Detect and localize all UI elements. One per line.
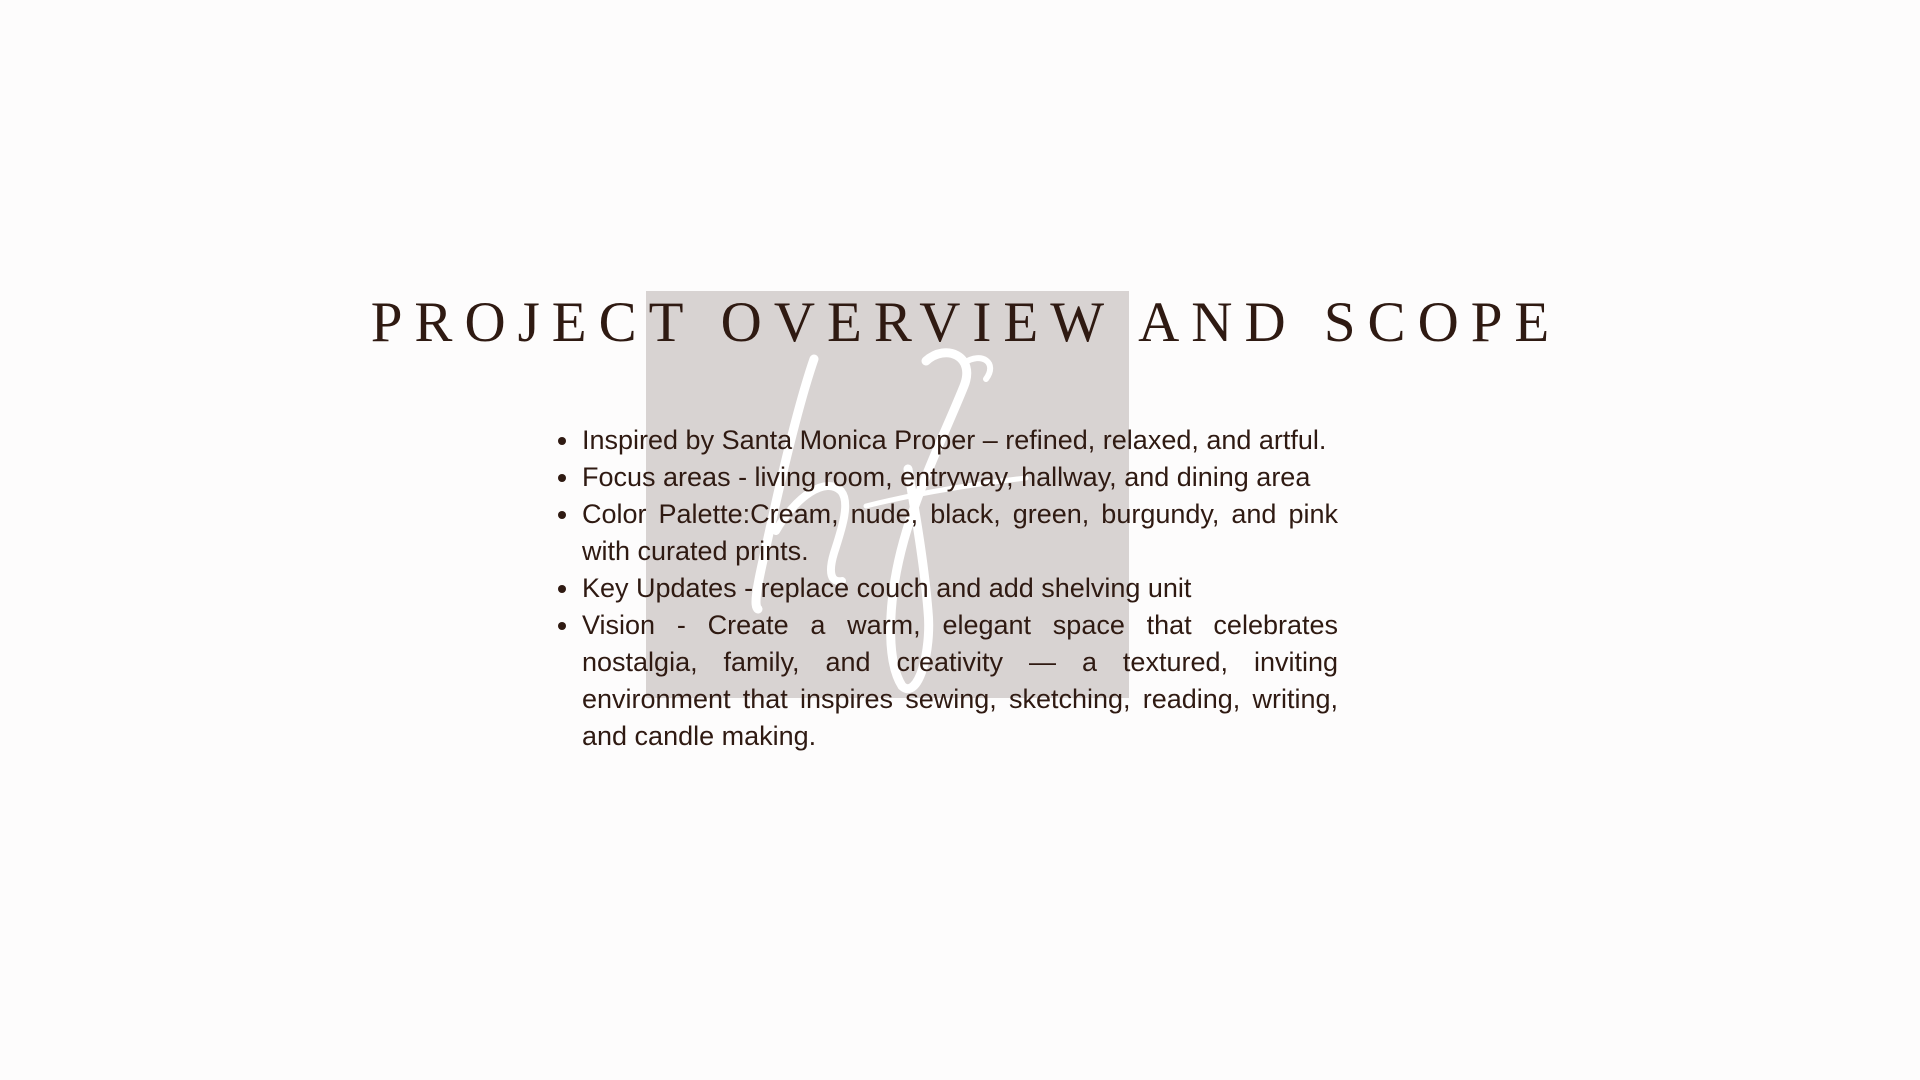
- list-item: [561, 496, 1338, 570]
- bullet-icon: [558, 474, 566, 482]
- bullet-icon: [558, 437, 566, 445]
- list-item-text: Vision - Create a warm, elegant space that celebrates nostalgia, family, and creativity — a textured, inviting environment that inspires sewing, sketching, reading, writing, and candle making.: [582, 610, 1338, 751]
- list-item: [561, 459, 1338, 496]
- list-item: [561, 607, 1338, 755]
- page-title: PROJECT OVERVIEW AND SCOPE: [370, 291, 1562, 354]
- bullet-icon: [558, 585, 566, 593]
- list-item-text: Inspired by Santa Monica Proper – refined, relaxed, and artful.: [582, 425, 1327, 455]
- bullet-icon: [558, 622, 566, 630]
- list-item-text: Key Updates - replace couch and add shelving unit: [582, 573, 1192, 603]
- list-item-text: Color Palette:Cream, nude, black, green, burgundy, and pink with curated prints.: [582, 499, 1338, 566]
- scope-bullet-list: [540, 422, 1338, 755]
- bullet-icon: [558, 511, 566, 519]
- list-item-text: Focus areas - living room, entryway, hallway, and dining area: [582, 462, 1311, 492]
- list-item: [561, 422, 1338, 459]
- list-item: [561, 570, 1338, 607]
